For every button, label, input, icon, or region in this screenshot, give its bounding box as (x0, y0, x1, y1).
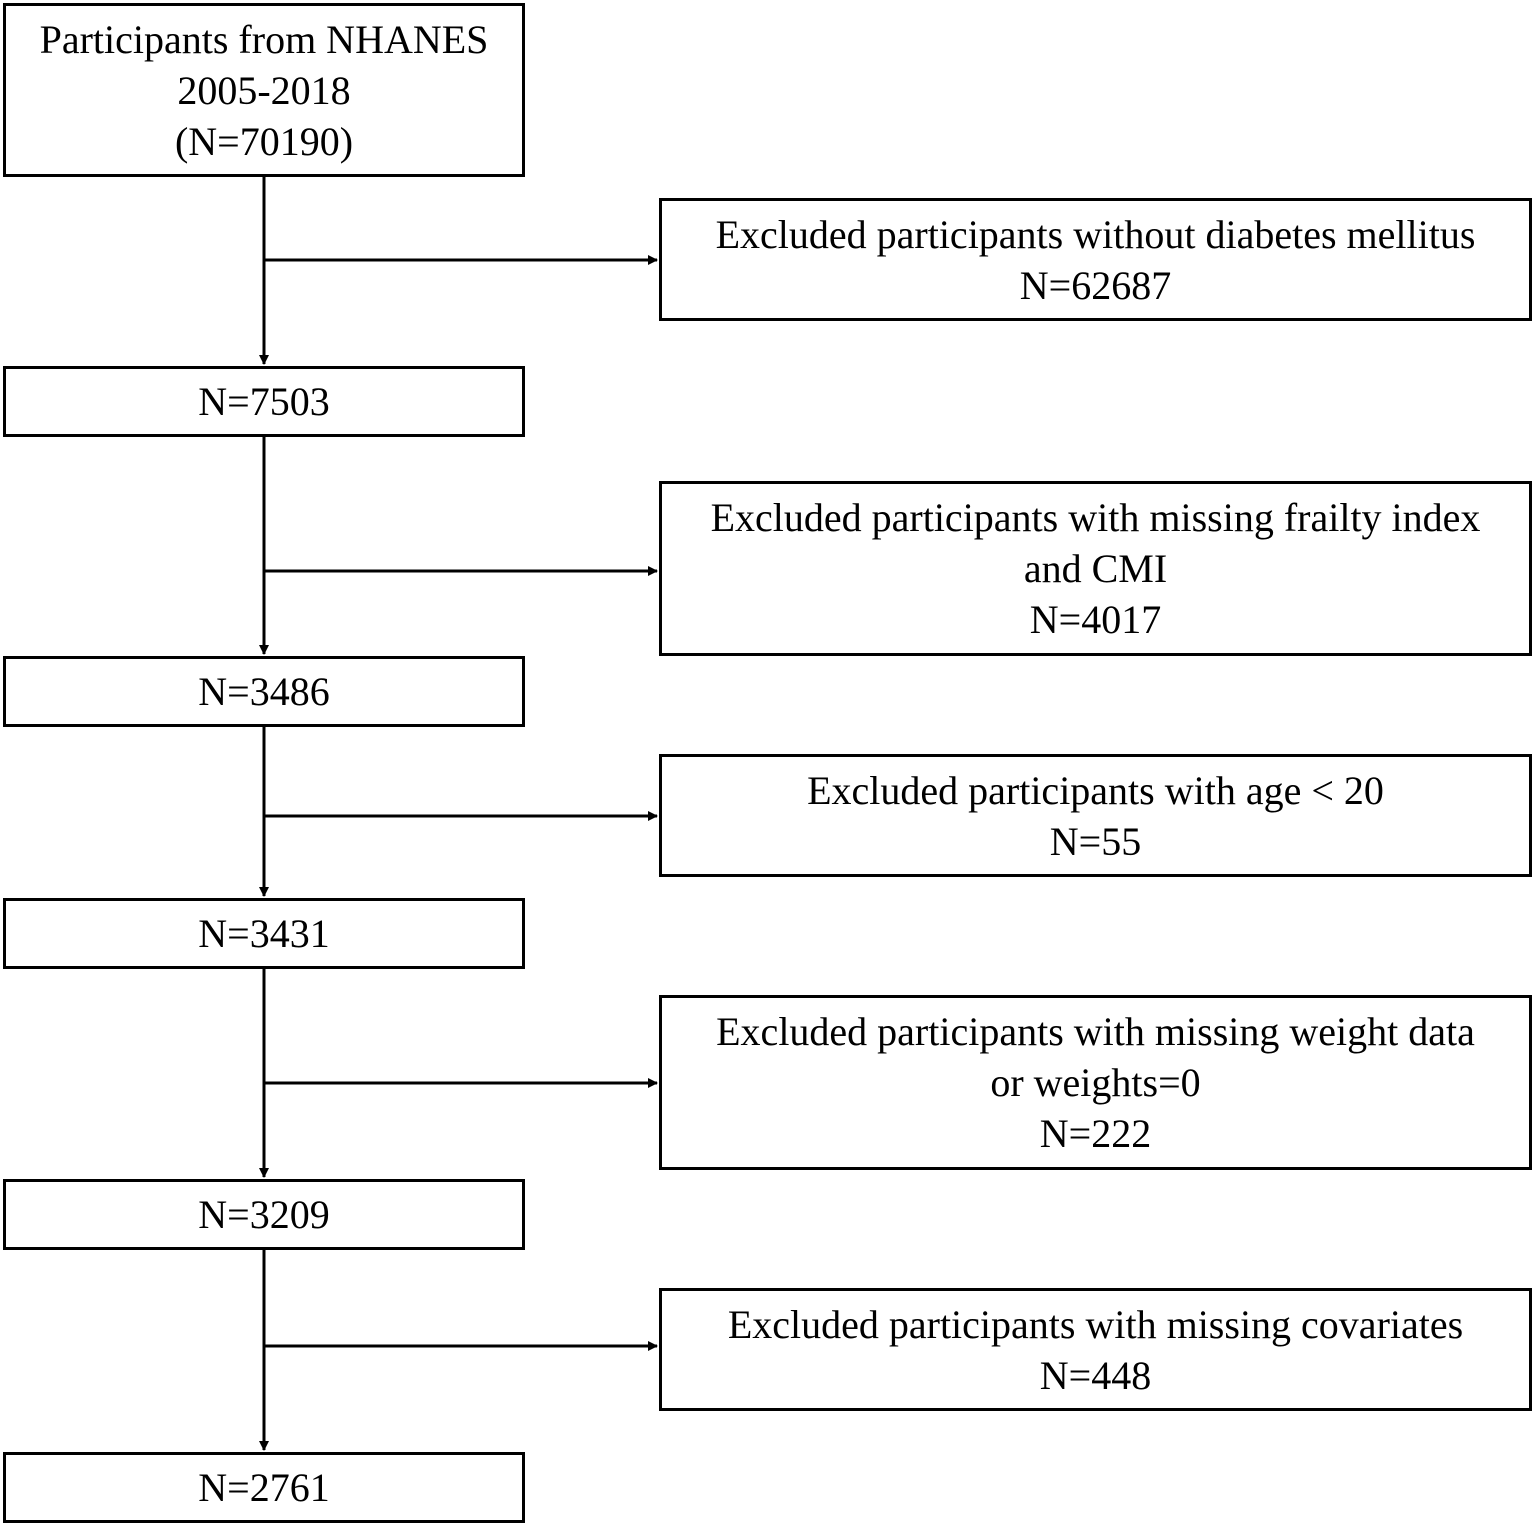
step2-box-count: N=3486 (198, 669, 330, 714)
step3-box-count: N=3431 (198, 911, 330, 956)
start-box-line1: Participants from NHANES (39, 16, 489, 62)
exclusion-box-5-count: N=448 (1039, 1352, 1152, 1398)
exclusion-box-2-reason-line1: Excluded participants with missing frailty index (710, 495, 1481, 540)
exclusion-box-4-reason-line2: or weights=0 (990, 1060, 1201, 1105)
final-box-count: N=2761 (198, 1465, 330, 1510)
exclusion-box-1-count: N=62687 (1019, 262, 1172, 308)
step4-box-count: N=3209 (198, 1192, 330, 1237)
exclusion-box-5-reason: Excluded participants with missing covariates (727, 1301, 1464, 1347)
start-box-line3: (N=70190) (174, 118, 354, 164)
exclusion-box-4 (659, 995, 1532, 1170)
exclusion-box-1 (659, 198, 1532, 321)
step1-box (3, 366, 525, 437)
exclusion-box-1-reason: Excluded participants without diabetes mellitus (715, 211, 1476, 257)
final-box (3, 1452, 525, 1523)
exclusion-box-3 (659, 754, 1532, 877)
exclusion-box-4-reason-line1: Excluded participants with missing weight data (716, 1009, 1475, 1054)
exclusion-box-2 (659, 481, 1532, 656)
exclusion-box-3-reason: Excluded participants with age < 20 (807, 767, 1384, 813)
exclusion-box-2-reason-line2: and CMI (1023, 546, 1168, 591)
exclusion-box-2-count: N=4017 (1029, 597, 1162, 642)
step4-box (3, 1179, 525, 1250)
exclusion-box-5 (659, 1288, 1532, 1411)
step3-box (3, 898, 525, 969)
exclusion-box-3-count: N=55 (1049, 818, 1142, 864)
exclusion-box-4-count: N=222 (1039, 1111, 1152, 1156)
start-box-line2: 2005-2018 (177, 67, 351, 113)
start-box (3, 3, 525, 177)
step1-box-count: N=7503 (198, 379, 330, 424)
step2-box (3, 656, 525, 727)
